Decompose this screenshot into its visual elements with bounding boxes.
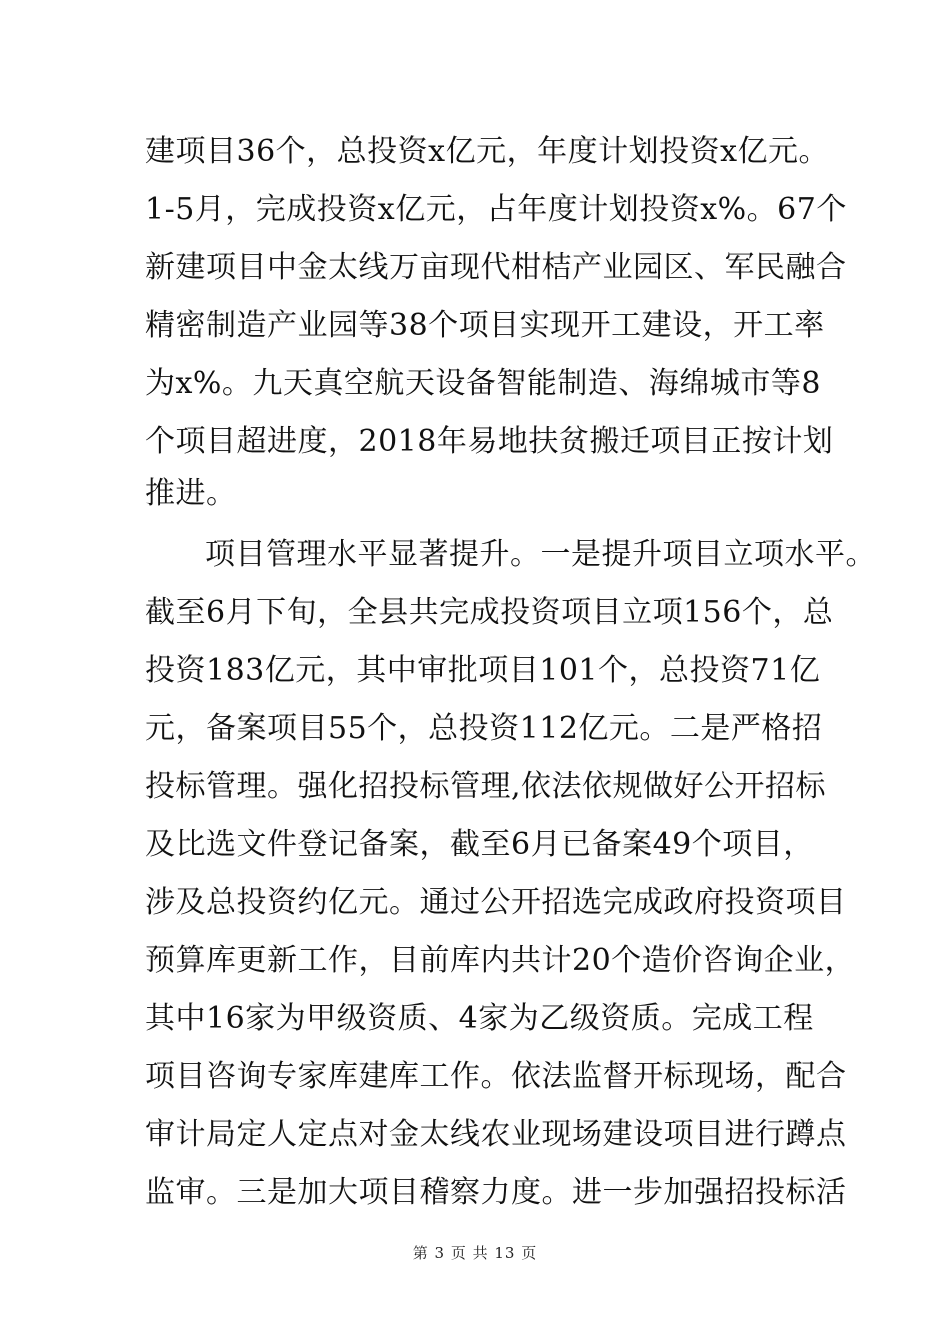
paragraph-first-line: 项目管理水平显著提升。一是提升项目立项水平。 — [205, 537, 876, 572]
text-line: 个项目超进度，2018年易地扶贫搬迁项目正按计划 — [145, 424, 834, 459]
text-line: 新建项目中金太线万亩现代柑桔产业园区、军民融合 — [145, 250, 847, 285]
text-line: 推进。 — [145, 476, 237, 511]
text-line: 为x%。九天真空航天设备智能制造、海绵城市等8 — [145, 366, 822, 401]
text-line: 其中16家为甲级资质、4家为乙级资质。完成工程 — [145, 1001, 814, 1036]
text-line: 投资183亿元，其中审批项目101个，总投资71亿 — [145, 653, 821, 688]
text-line: 建项目36个，总投资x亿元，年度计划投资x亿元。 — [145, 134, 830, 169]
text-line: 截至6月下旬，全县共完成投资项目立项156个，总 — [145, 595, 834, 630]
text-line: 投标管理。强化招投标管理,依法依规做好公开招标 — [145, 769, 827, 804]
text-line: 1-5月，完成投资x亿元，占年度计划投资x%。67个 — [145, 192, 847, 227]
text-line: 审计局定人定点对金太线农业现场建设项目进行蹲点 — [145, 1117, 847, 1152]
text-line: 项目咨询专家库建库工作。依法监督开标现场，配合 — [145, 1059, 847, 1094]
text-line: 元，备案项目55个，总投资112亿元。二是严格招 — [145, 711, 823, 746]
text-line: 涉及总投资约亿元。通过公开招选完成政府投资项目 — [145, 885, 847, 920]
text-line: 精密制造产业园等38个项目实现开工建设，开工率 — [145, 308, 825, 343]
text-line: 监审。三是加大项目稽察力度。进一步加强招投标活 — [145, 1175, 847, 1210]
page-number-footer: 第 3 页 共 13 页 — [412, 1244, 538, 1262]
text-line: 及比选文件登记备案，截至6月已备案49个项目， — [145, 827, 814, 862]
text-line: 预算库更新工作，目前库内共计20个造价咨询企业， — [145, 943, 856, 978]
